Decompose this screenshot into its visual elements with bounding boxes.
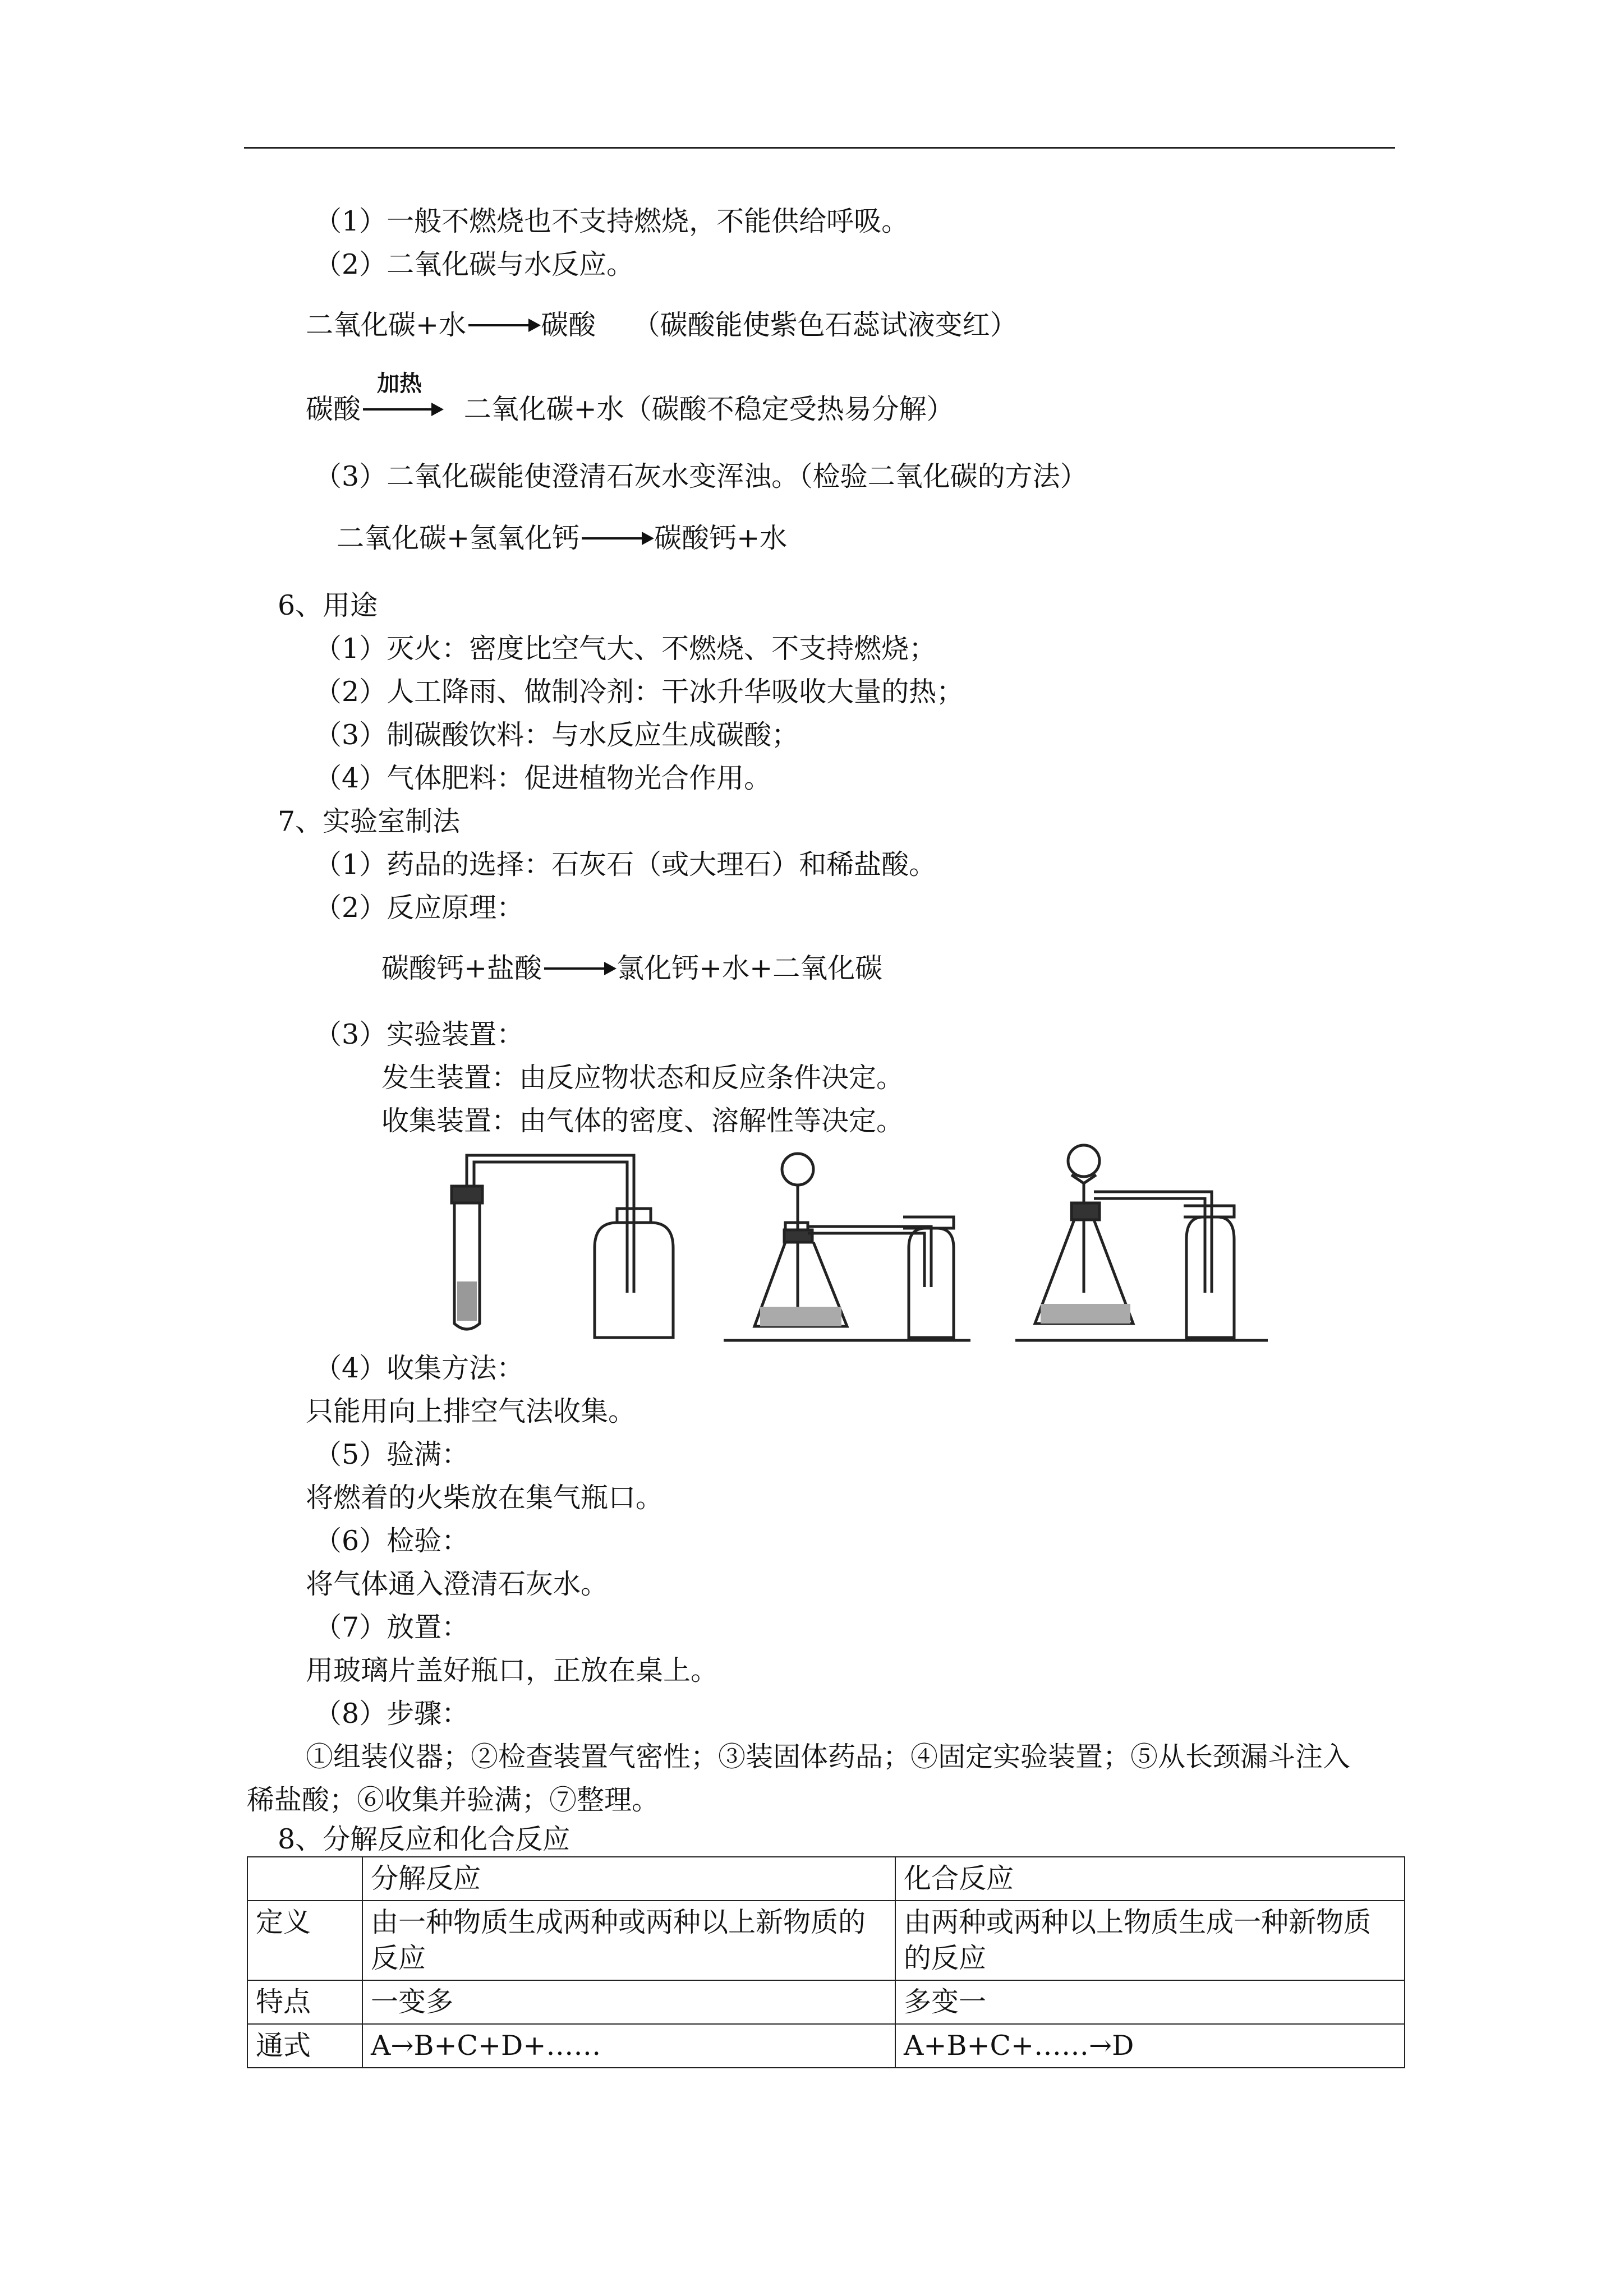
table-row: [247, 1901, 1405, 1980]
apparatus-diagram: [432, 1130, 1285, 1349]
arrow-icon: [468, 324, 539, 326]
lab-step-4: （4）收集方法：: [314, 1352, 525, 1384]
table-cell: A+B+C+……→D: [895, 2024, 1405, 2068]
reactions-heading: 8、分解反应和化合反应: [278, 1823, 571, 1855]
table-cell: A→B+C+D+……: [362, 2024, 895, 2068]
eq1-right: 碳酸: [541, 309, 596, 341]
property-1: （1）一般不燃烧也不支持燃烧，不能供给呼吸。: [314, 205, 909, 237]
lab-step-5: （5）验满：: [314, 1439, 470, 1470]
heat-condition: 加热: [377, 371, 422, 397]
header-rule: [244, 147, 1395, 149]
eq1-note: （碳酸能使紫色石蕊试液变红）: [632, 309, 1018, 341]
lab-step-1: （1）药品的选择：石灰石（或大理石）和稀盐酸。: [314, 849, 937, 880]
lab-eq-right: 氯化钙+水+二氧化碳: [617, 952, 883, 984]
equation-lab: [381, 952, 882, 985]
lab-step-7: （7）放置：: [314, 1611, 470, 1643]
table-row: [247, 2024, 1405, 2068]
table-row: [247, 1980, 1405, 2024]
table-cell: 多变一: [895, 1980, 1405, 2024]
table-header-row: [247, 1857, 1405, 1901]
lab-step-5a: 将燃着的火柴放在集气瓶口。: [306, 1482, 664, 1514]
lab-step-3a: 发生装置：由反应物状态和反应条件决定。: [381, 1062, 904, 1094]
property-3: （3）二氧化碳能使澄清石灰水变浑浊。（检验二氧化碳的方法）: [314, 460, 1088, 492]
table-cell: 通式: [247, 2024, 362, 2068]
arrow-icon: [582, 537, 652, 540]
lab-step-6a: 将气体通入澄清石灰水。: [306, 1568, 609, 1600]
lab-step-3b: 收集装置：由气体的密度、溶解性等决定。: [381, 1105, 904, 1137]
use-item: （3）制碳酸饮料：与水反应生成碳酸；: [314, 719, 799, 751]
reactions-table: [247, 1856, 1405, 2068]
equation-carbonic-decompose: [306, 393, 954, 426]
arrow-icon: [363, 408, 441, 411]
table-cell: 分解反应: [362, 1857, 895, 1901]
use-item: （1）灭火：密度比空气大、不燃烧、不支持燃烧；: [314, 633, 937, 665]
lab-step-2: （2）反应原理：: [314, 892, 525, 924]
eq3-right: 碳酸钙+水: [654, 522, 788, 554]
table-cell: 定义: [247, 1901, 362, 1980]
table-cell: 由一种物质生成两种或两种以上新物质的反应: [362, 1901, 895, 1980]
equation-limewater: [337, 522, 787, 555]
lab-eq-left: 碳酸钙+盐酸: [381, 952, 542, 984]
use-item: （2）人工降雨、做制冷剂：干冰升华吸收大量的热；: [314, 676, 964, 708]
lab-step-4a: 只能用向上排空气法收集。: [306, 1395, 636, 1427]
table-cell: 由两种或两种以上物质生成一种新物质的反应: [895, 1901, 1405, 1980]
arrow-icon: [544, 967, 614, 970]
table-cell: 一变多: [362, 1980, 895, 2024]
eq2-right: 二氧化碳+水（碳酸不稳定受热易分解）: [463, 393, 954, 425]
lab-step-3: （3）实验装置：: [314, 1018, 525, 1050]
use-item: （4）气体肥料：促进植物光合作用。: [314, 762, 772, 794]
lab-step-8b: 稀盐酸；⑥收集并验满；⑦整理。: [247, 1784, 660, 1816]
lab-step-8: （8）步骤：: [314, 1698, 470, 1730]
equation-co2-water: [306, 308, 1018, 342]
lab-step-7a: 用玻璃片盖好瓶口，正放在桌上。: [306, 1654, 719, 1686]
eq3-left: 二氧化碳+氢氧化钙: [337, 522, 580, 554]
eq2-left: 碳酸: [306, 393, 361, 425]
property-2: （2）二氧化碳与水反应。: [314, 248, 634, 280]
funnel-flask-setup: [1015, 1145, 1268, 1340]
uses-heading: 6、用途: [278, 589, 378, 621]
lab-step-6: （6）检验：: [314, 1525, 470, 1557]
lab-step-8a: ①组装仪器；②检查装置气密性；③装固体药品；④固定实验装置；⑤从长颈漏斗注入: [306, 1741, 1351, 1773]
table-cell: 特点: [247, 1980, 362, 2024]
test-tube-setup: [452, 1155, 673, 1338]
lab-heading: 7、实验室制法: [278, 805, 461, 837]
eq1-left: 二氧化碳+水: [306, 309, 467, 341]
table-cell: 化合反应: [895, 1857, 1405, 1901]
table-cell: [247, 1857, 362, 1901]
thistle-flask-setup: [724, 1154, 970, 1340]
